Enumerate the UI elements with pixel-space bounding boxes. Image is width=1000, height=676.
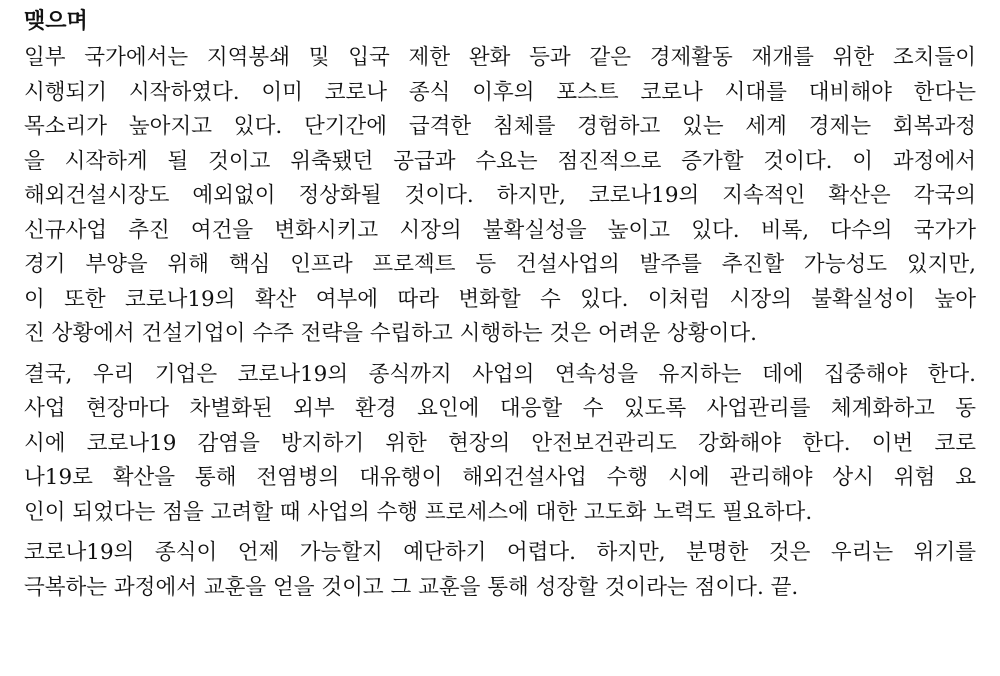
paragraph-line: 경기 부양을 위해 핵심 인프라 프로젝트 등 건설사업의 발주를 추진할 가능성도 있지만, bbox=[24, 252, 976, 277]
paragraph-line: 인이 되었다는 점을 고려할 때 사업의 수행 프로세스에 대한 고도화 노력도 필요하다. bbox=[24, 499, 813, 525]
paragraph-1 bbox=[24, 41, 976, 352]
paragraph-line: 해외건설시장도 예외없이 정상화될 것이다. 하지만, 코로나19의 지속적인 확산은 각국의 bbox=[24, 183, 976, 208]
paragraph-line: 이 또한 코로나19의 확산 여부에 따라 변화할 수 있다. 이처럼 시장의 불확실성이 높아 bbox=[24, 286, 976, 312]
paragraph-3 bbox=[24, 536, 976, 605]
section-heading: 맺으며 bbox=[24, 9, 88, 34]
paragraph-2 bbox=[24, 358, 976, 531]
paragraph-line: 신규사업 추진 여건을 변화시키고 시장의 불확실성을 높이고 있다. 비록, 다수의 국가가 bbox=[24, 217, 976, 243]
paragraph-line: 을 시작하게 될 것이고 위축됐던 공급과 수요는 점진적으로 증가할 것이다. 이 과정에서 bbox=[24, 148, 976, 174]
paragraph-line: 결국, 우리 기업은 코로나19의 종식까지 사업의 연속성을 유지하는 데에 집중해야 한다. bbox=[24, 361, 976, 387]
paragraph-line: 나19로 확산을 통해 전염병의 대유행이 해외건설사업 수행 시에 관리해야 상시 위험 요 bbox=[24, 465, 976, 490]
paragraph-line: 코로나19의 종식이 언제 가능할지 예단하기 어렵다. 하지만, 분명한 것은 우리는 위기를 bbox=[24, 540, 976, 565]
paragraph-line: 목소리가 높아지고 있다. 단기간에 급격한 침체를 경험하고 있는 세계 경제는 회복과정 bbox=[24, 114, 976, 139]
paragraph-line: 일부 국가에서는 지역봉쇄 및 입국 제한 완화 등과 같은 경제활동 재개를 위한 조치들이 bbox=[24, 45, 976, 70]
paragraph-line: 진 상황에서 건설기업이 수주 전략을 수립하고 시행하는 것은 어려운 상황이다. bbox=[24, 321, 757, 346]
paragraph-line: 극복하는 과정에서 교훈을 얻을 것이고 그 교훈을 통해 성장할 것이라는 점이다. 끝. bbox=[24, 574, 799, 600]
paragraph-line: 사업 현장마다 차별화된 외부 환경 요인에 대응할 수 있도록 사업관리를 체계화하고 동 bbox=[24, 396, 976, 421]
paragraph-line: 시행되기 시작하였다. 이미 코로나 종식 이후의 포스트 코로나 시대를 대비해야 한다는 bbox=[24, 79, 976, 105]
paragraph-line: 시에 코로나19 감염을 방지하기 위한 현장의 안전보건관리도 강화해야 한다. 이번 코로 bbox=[24, 430, 976, 456]
